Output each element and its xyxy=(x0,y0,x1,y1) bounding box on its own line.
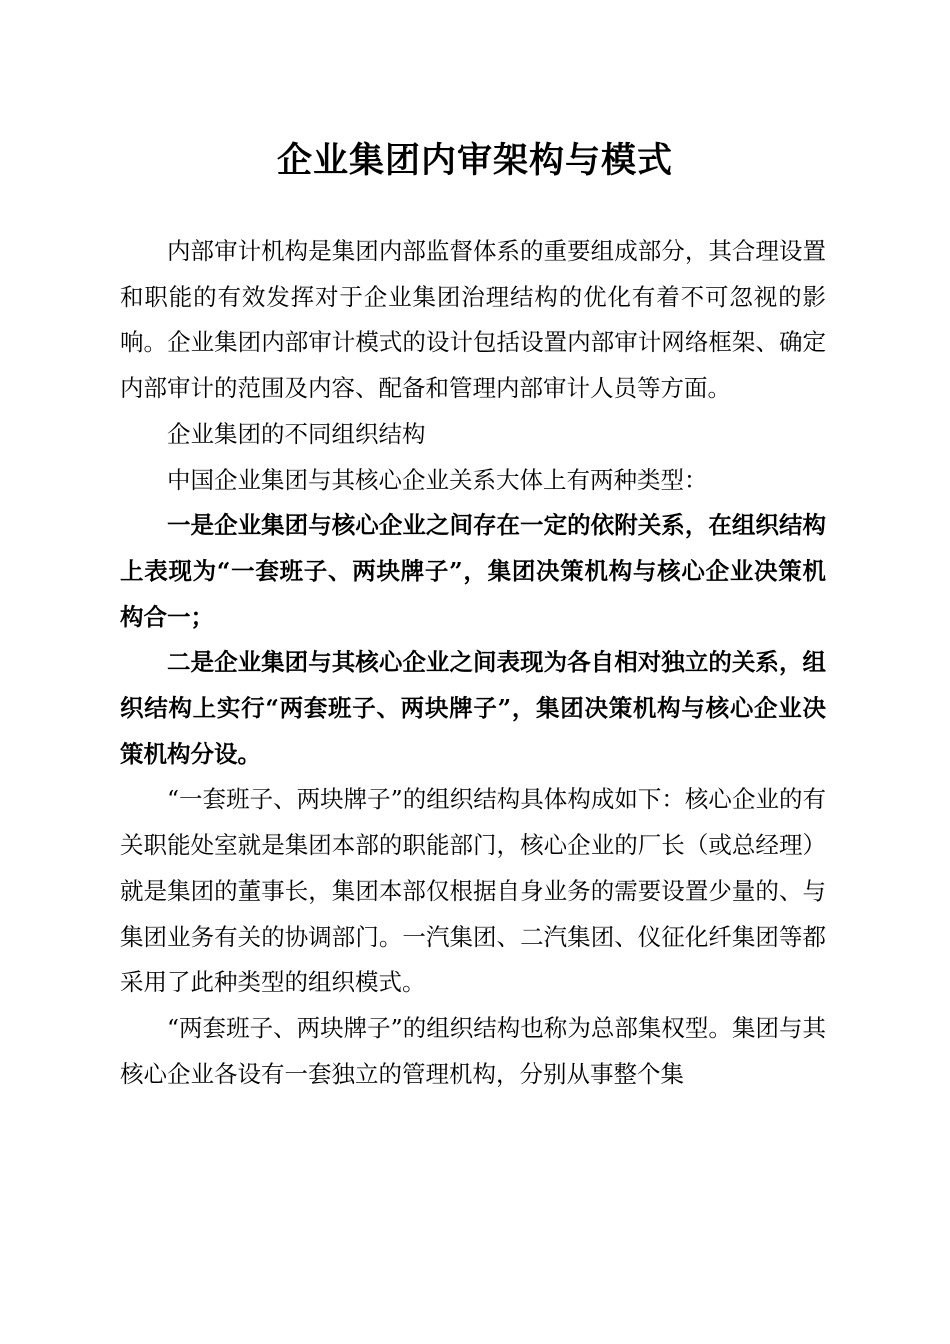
paragraph-one-team: “一套班子、两块牌子”的组织结构具体构成如下：核心企业的有关职能处室就是集团本部的职能部门，核心企业的厂长（或总经理）就是集团的董事长，集团本部仅根据自身业务的需要设置少量的、与集团业务有关的协调部门。一汽集团、二汽集团、仪征化纤集团等都采用了此种类型的组织模式。 xyxy=(120,785,826,997)
paragraph-type-one: 一是企业集团与核心企业之间存在一定的依附关系，在组织结构上表现为“一套班子、两块牌子”，集团决策机构与核心企业决策机构合一； xyxy=(120,511,826,631)
paragraph-intro: 内部审计机构是集团内部监督体系的重要组成部分，其合理设置和职能的有效发挥对于企业集团治理结构的优化有着不可忽视的影响。企业集团内部审计模式的设计包括设置内部审计网络框架、确定内部审计的范围及内容、配备和管理内部审计人员等方面。 xyxy=(120,237,826,403)
paragraph-types-intro: 中国企业集团与其核心企业关系大体上有两种类型： xyxy=(167,465,708,494)
paragraph-type-two: 二是企业集团与其核心企业之间表现为各自相对独立的关系，组织结构上实行“两套班子、两块牌子”，集团决策机构与核心企业决策机构分设。 xyxy=(120,648,826,768)
document-body xyxy=(120,229,826,1097)
paragraph-section-heading: 企业集团的不同组织结构 xyxy=(167,419,426,448)
paragraph-two-teams: “两套班子、两块牌子”的组织结构也称为总部集权型。集团与其核心企业各设有一套独立的管理机构，分别从事整个集 xyxy=(120,1013,826,1088)
document-title: 企业集团内审架构与模式 xyxy=(276,140,673,181)
